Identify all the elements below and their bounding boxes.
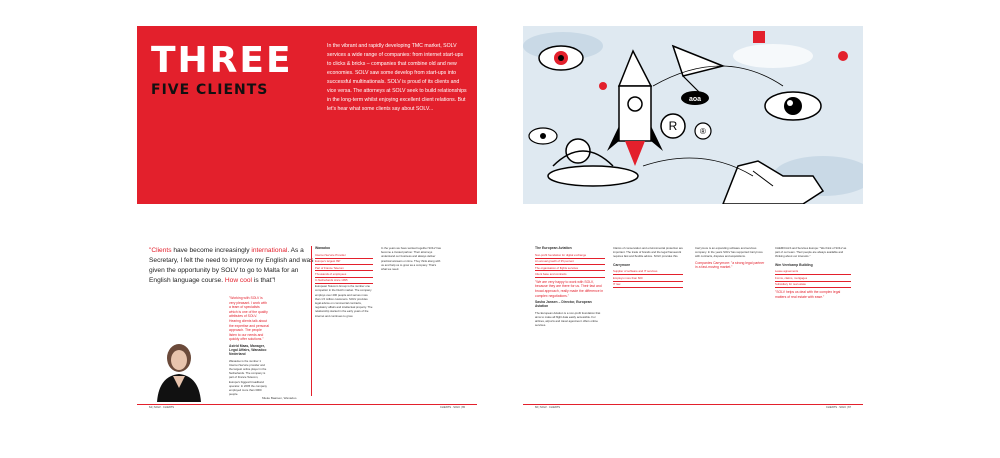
list-item: Forms, claims, mortgages — [775, 275, 851, 281]
photo-caption: Mieke Baarsen, Wanadoo — [262, 396, 297, 400]
section-title: THREE — [151, 40, 293, 81]
column-body: Carrymore is an expanding software and services company. In the years SOLV has supported Carrymore with contracts, disputes and acquisitions. — [695, 246, 763, 259]
rocket-icon — [607, 51, 663, 166]
sign-icon — [681, 91, 709, 105]
footer-rule — [523, 404, 863, 405]
facts-list — [535, 252, 605, 278]
column-2 — [229, 294, 269, 404]
quote-author: Astrid Maas, Manager, Legal Affairs, Wanadoo Nederland — [229, 343, 267, 357]
facts-list — [775, 269, 851, 288]
list-item: Non-profit foundation for digital exchange — [535, 252, 605, 258]
column-3 — [695, 246, 765, 401]
quote-part: . As a Secretary, I felt the need to improve my English and was given the opportunity by SOLV to go to Malta for an English language course. — [149, 247, 314, 284]
quote-part: have become increasingly — [171, 247, 252, 254]
column-2 — [613, 246, 683, 401]
satellite-icon — [673, 46, 723, 96]
illustration-drawing — [523, 26, 863, 204]
client-name: The European Aviation — [535, 246, 572, 250]
eye-icon — [765, 92, 821, 120]
list-item: Supplier of software and IT services — [613, 269, 683, 275]
eye-icon — [539, 46, 583, 70]
page-footer: CLIENTS · SOLV | 67 — [826, 406, 851, 409]
column-body: In the years we have worked together SOLV has become a trusted partner. Their attorneys understand our business and always deliver practical answers on time. They think along with us and help us to grow as a company. That's what we need. — [381, 246, 441, 272]
quote-author: Sasha Jansen – Director, European Aviation — [535, 300, 592, 309]
column-body: CHEMICALS and Services Europe: "We think of SOLV as part of our team. Their people are always available and thinking about our interests." — [775, 246, 847, 259]
footer-rule — [137, 404, 477, 405]
portrait-photo — [149, 336, 209, 402]
pull-quote: Companies Carrymore: "a strong legal partner in a fast-moving market." — [695, 260, 765, 270]
collage-illustration — [523, 26, 863, 204]
facts-list — [613, 269, 683, 288]
svg-text:R: R — [668, 119, 678, 133]
list-item: Thousands of employees — [315, 271, 373, 277]
list-item: IT law — [613, 282, 683, 288]
title-panel — [137, 26, 477, 204]
page-footer: CLIENTS · SOLV | 65 — [440, 406, 465, 409]
facts-list — [315, 252, 373, 284]
list-item: Part of France Telecom — [315, 265, 373, 271]
svg-text:aoa: aoa — [688, 96, 702, 103]
section-subtitle: FIVE CLIENTS — [151, 82, 269, 98]
column-body: European Telecom Group is the number one competitor in the Dutch market. The company employs over 400 people and serves more than 1.5 million customers. SOLV provides legal advice on commercial contracts, regulatory affairs and intellectual property. The relationship started in the early years of the internet and continues to grow. — [315, 284, 373, 318]
list-item: An annual growth of 35 percent — [535, 259, 605, 265]
column-body: The European Aviation is a non-profit foundation that aims to make all flight data easily accessible. For airlines, airports and travel agencies it offers online services. — [535, 310, 601, 328]
quote-part: Clients — [151, 247, 172, 254]
column-4 — [775, 246, 851, 401]
list-item: Internet Service Provider — [315, 252, 373, 258]
svg-text:®: ® — [700, 127, 706, 136]
intro-paragraph: In the vibrant and rapidly developing TMC market, SOLV services a wide range of companies: from internet start-ups to clicks & bricks – companies that combine old and new economies. SOLV saw some develop from start-ups into successful multinationals. SOLV is proud of its clients and vice versa. The attorneys at SOLV seek to build relationships in the long-term whilst enjoying excellent client relations. But let's hear what some clients say about SOLV... — [327, 43, 467, 112]
pull-quote: "We are very happy to work with SOLV, because they are there for us. Their fast and broad approach, really made the difference in complex negotiations." — [535, 279, 604, 298]
pull-quote: "Working with SOLV is very pleasant. I work with a team of specialists which is one of the quality attributes of SOLV. Hearing clients talk about the expertise and personal approach. The people listen to our needs and quickly offer solutions." — [229, 296, 269, 342]
client-quote — [149, 246, 314, 286]
column-body: Wanadoo is the number 1 Internet Service provider and the largest online player in the Netherlands. The company is part of France Telecom, Europe's biggest broadband operator. In 2005 the company employed more than 3000 people. — [229, 358, 267, 397]
page-footer: 64 | SOLV · CLIENTS — [149, 406, 174, 409]
quote-part: How cool — [224, 277, 253, 284]
list-item: Lease agreements — [775, 269, 851, 275]
quote-part: international — [251, 247, 288, 254]
client-page-right — [523, 236, 863, 411]
list-item: Subsidiary for real estate — [775, 282, 851, 288]
column-divider — [311, 246, 312, 396]
pull-quote: "SOLV helps us deal with the complex legal matters of real estate with ease." — [775, 289, 841, 299]
page-footer: 66 | SOLV · CLIENTS — [535, 406, 560, 409]
list-item: In Netherlands since 1995 — [315, 278, 373, 284]
client-name: Carrymore — [613, 262, 631, 267]
column-3 — [315, 246, 373, 396]
list-item: Europe's largest ISP — [315, 259, 373, 265]
quote-part: is that"! — [252, 277, 276, 284]
client-name: Wm Veerkamp Building — [775, 262, 813, 267]
list-item: Client base and contracts — [535, 271, 605, 277]
column-body: Claims of conservation and environmental protection are important. The trade of brands and the legal framework requires fast and flexible advice. SOLV provides this. — [613, 246, 683, 259]
quote-part: " — [149, 247, 152, 254]
registered-badge-icon — [661, 114, 711, 139]
client-name: Wanadoo — [315, 246, 331, 250]
client-page-left — [137, 236, 477, 411]
column-1 — [535, 246, 605, 401]
column-4 — [381, 246, 441, 396]
list-item: Employs more than 600 — [613, 275, 683, 281]
list-item: The organisation of flights services — [535, 265, 605, 271]
